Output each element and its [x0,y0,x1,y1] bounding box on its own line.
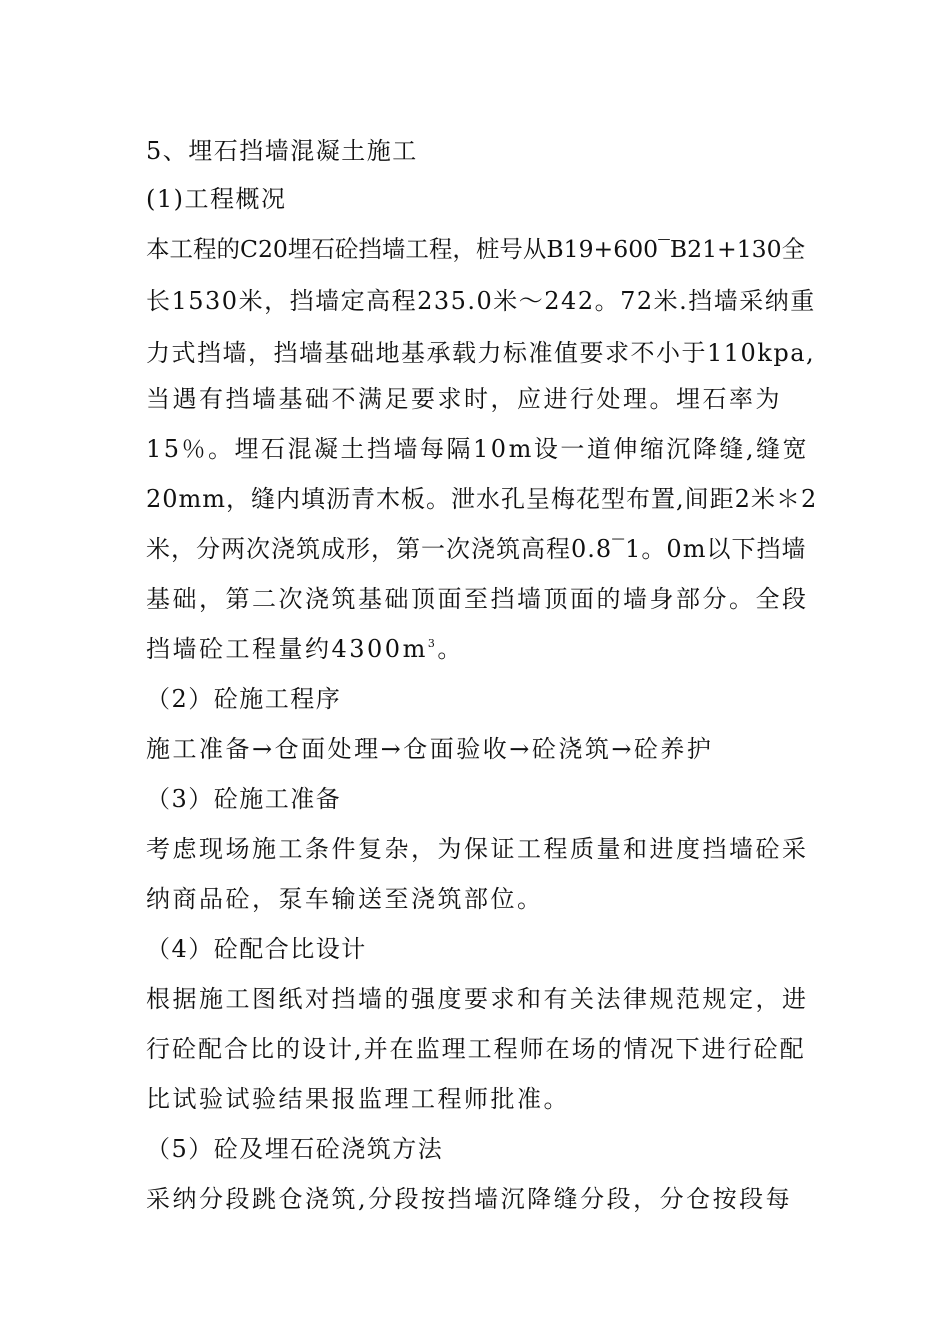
paragraph-line: 考虑现场施工条件复杂，为保证工程质量和进度挡墙砼采 [146,835,809,863]
paragraph-line: 行砼配合比的设计,并在监理工程师在场的情况下进行砼配 [146,1035,806,1063]
paragraph-line: 力式挡墙，挡墙基础地基承载力标准值要求不小于110kpa, [146,339,816,367]
volume-line [146,634,816,664]
paragraph-line: 基础，第二次浇筑基础顶面至挡墙顶面的墙身部分。全段 [146,585,809,613]
cubic-superscript: 3 [427,637,438,650]
procedure-flow: 施工准备→仓面处理→仓面验收→砼浇筑→砼养护 [146,735,714,763]
paragraph-line: 15％。埋石混凝土挡墙每隔10m设一道伸缩沉降缝,缝宽 [146,435,809,463]
paragraph-line: 当遇有挡墙基础不满足要求时，应进行处理。埋石率为 [146,385,782,413]
subsection-heading-pouring-method: （5）砼及埋石砼浇筑方法 [146,1135,444,1163]
subsection-heading-procedure: （2）砼施工程序 [146,685,342,713]
paragraph-line: 20mm，缝内填沥青木板。泄水孔呈梅花型布置,间距2米＊2 [146,485,818,513]
paragraph-line: 米，分两次浇筑成形，第一次浇筑高程0.8‾1。0m以下挡墙 [146,535,807,563]
paragraph-line: 长1530米，挡墙定高程235.0米～242。72米.挡墙采纳重 [146,287,816,315]
paragraph-line: 根据施工图纸对挡墙的强度要求和有关法律规范规定，进 [146,985,809,1013]
paragraph-line: 纳商品砼，泵车输送至浇筑部位。 [146,885,544,913]
paragraph-line: 本工程的C20埋石砼挡墙工程，桩号从B19+600‾B21+130全 [146,235,806,263]
paragraph-line: 采纳分段跳仓浇筑,分段按挡墙沉降缝分段，分仓按段每 [146,1185,793,1213]
volume-suffix: 。 [437,635,464,663]
subsection-heading-mix-design: （4）砼配合比设计 [146,935,367,963]
paragraph-line: 比试验试验结果报监理工程师批准。 [146,1085,570,1113]
volume-text: 挡墙砼工程量约4300m [146,635,428,663]
section-title: 5、埋石挡墙混凝土施工 [146,137,418,165]
subsection-heading-preparation: （3）砼施工准备 [146,785,342,813]
subsection-heading-overview: (1)工程概况 [146,185,287,213]
